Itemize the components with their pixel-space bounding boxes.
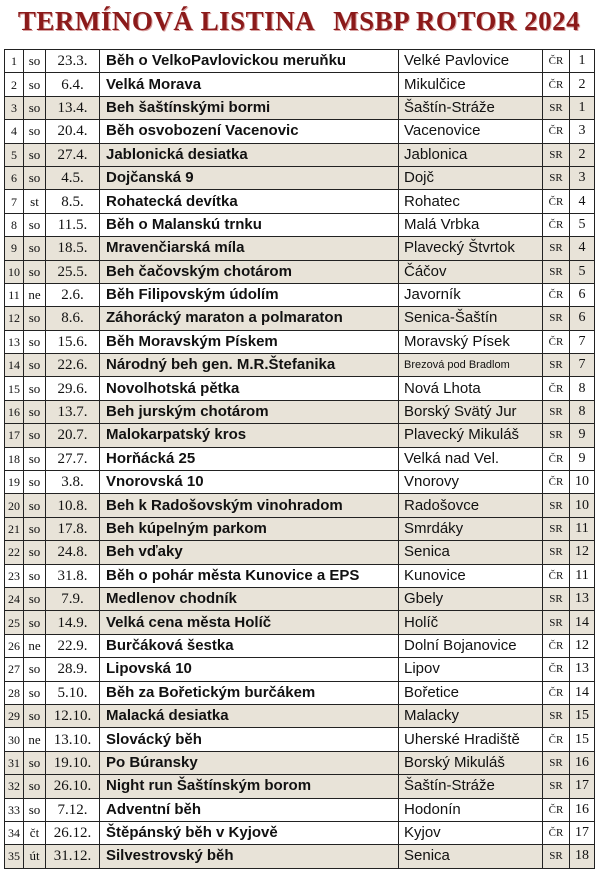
event-name-cell: Štěpánský běh v Kyjově	[100, 821, 399, 844]
place-cell: Kunovice	[399, 564, 543, 587]
table-row	[5, 658, 595, 681]
round-number-cell: 6	[570, 283, 595, 306]
round-number-cell: 5	[570, 260, 595, 283]
date-cell: 29.6.	[46, 377, 100, 400]
country-cell: SR	[543, 400, 570, 423]
country-cell: SR	[543, 541, 570, 564]
round-number-cell: 8	[570, 400, 595, 423]
row-number: 4	[5, 120, 24, 143]
schedule-body	[5, 50, 595, 869]
date-cell: 28.9.	[46, 658, 100, 681]
round-number-cell: 3	[570, 166, 595, 189]
row-number: 7	[5, 190, 24, 213]
event-name-cell: Adventní běh	[100, 798, 399, 821]
row-number: 14	[5, 354, 24, 377]
event-name-cell: Velká cena města Holíč	[100, 611, 399, 634]
event-name-cell: Lipovská 10	[100, 658, 399, 681]
row-number: 29	[5, 704, 24, 727]
date-cell: 5.10.	[46, 681, 100, 704]
round-number-cell: 3	[570, 120, 595, 143]
place-cell: Čáčov	[399, 260, 543, 283]
event-name-cell: Burčáková šestka	[100, 634, 399, 657]
row-number: 21	[5, 517, 24, 540]
row-number: 22	[5, 541, 24, 564]
country-cell: ČR	[543, 283, 570, 306]
round-number-cell: 9	[570, 424, 595, 447]
weekday-cell: so	[24, 166, 46, 189]
round-number-cell: 16	[570, 751, 595, 774]
country-cell: SR	[543, 143, 570, 166]
event-name-cell: Beh vďaky	[100, 541, 399, 564]
table-row	[5, 166, 595, 189]
round-number-cell: 18	[570, 845, 595, 868]
place-cell: Hodonín	[399, 798, 543, 821]
round-number-cell: 14	[570, 611, 595, 634]
round-number-cell: 11	[570, 517, 595, 540]
weekday-cell: ne	[24, 728, 46, 751]
schedule-table	[4, 49, 595, 869]
country-cell: SR	[543, 96, 570, 119]
table-row	[5, 400, 595, 423]
event-name-cell: Rohatecká devítka	[100, 190, 399, 213]
event-name-cell: Beh k Radošovským vinohradom	[100, 494, 399, 517]
table-row	[5, 751, 595, 774]
event-name-cell: Jablonická desiatka	[100, 143, 399, 166]
date-cell: 22.9.	[46, 634, 100, 657]
date-cell: 31.12.	[46, 845, 100, 868]
country-cell: ČR	[543, 821, 570, 844]
place-cell: Plavecký Mikuláš	[399, 424, 543, 447]
round-number-cell: 8	[570, 377, 595, 400]
row-number: 11	[5, 283, 24, 306]
place-cell: Smrdáky	[399, 517, 543, 540]
table-row	[5, 471, 595, 494]
table-row	[5, 845, 595, 868]
weekday-cell: so	[24, 330, 46, 353]
country-cell: ČR	[543, 634, 570, 657]
place-cell: Lipov	[399, 658, 543, 681]
place-cell: Jablonica	[399, 143, 543, 166]
weekday-cell: st	[24, 190, 46, 213]
table-row	[5, 237, 595, 260]
event-name-cell: Běh o Malanskú trnku	[100, 213, 399, 236]
table-row	[5, 494, 595, 517]
weekday-cell: so	[24, 541, 46, 564]
country-cell: ČR	[543, 50, 570, 73]
date-cell: 4.5.	[46, 166, 100, 189]
place-cell: Borský Mikuláš	[399, 751, 543, 774]
country-cell: SR	[543, 845, 570, 868]
row-number: 30	[5, 728, 24, 751]
weekday-cell: so	[24, 120, 46, 143]
table-row	[5, 775, 595, 798]
round-number-cell: 12	[570, 634, 595, 657]
country-cell: ČR	[543, 120, 570, 143]
event-name-cell: Běh o VelkoPavlovickou meruňku	[100, 50, 399, 73]
place-cell: Vnorovy	[399, 471, 543, 494]
weekday-cell: so	[24, 704, 46, 727]
weekday-cell: so	[24, 377, 46, 400]
page-title	[0, 6, 598, 44]
place-cell: Rohatec	[399, 190, 543, 213]
weekday-cell: so	[24, 73, 46, 96]
event-name-cell: Běh osvobození Vacenovic	[100, 120, 399, 143]
round-number-cell: 7	[570, 330, 595, 353]
place-cell: Velká nad Vel.	[399, 447, 543, 470]
table-row	[5, 681, 595, 704]
round-number-cell: 9	[570, 447, 595, 470]
event-name-cell: Beh čačovským chotárom	[100, 260, 399, 283]
table-row	[5, 213, 595, 236]
row-number: 8	[5, 213, 24, 236]
date-cell: 20.7.	[46, 424, 100, 447]
weekday-cell: so	[24, 751, 46, 774]
round-number-cell: 2	[570, 143, 595, 166]
table-row	[5, 728, 595, 751]
event-name-cell: Národný beh gen. M.R.Štefanika	[100, 354, 399, 377]
round-number-cell: 2	[570, 73, 595, 96]
place-cell: Dolní Bojanovice	[399, 634, 543, 657]
event-name-cell: Beh jurským chotárom	[100, 400, 399, 423]
weekday-cell: čt	[24, 821, 46, 844]
weekday-cell: so	[24, 400, 46, 423]
row-number: 2	[5, 73, 24, 96]
place-cell: Šaštín-Stráže	[399, 775, 543, 798]
place-cell: Javorník	[399, 283, 543, 306]
table-row	[5, 821, 595, 844]
place-cell: Holíč	[399, 611, 543, 634]
round-number-cell: 1	[570, 96, 595, 119]
country-cell: SR	[543, 494, 570, 517]
country-cell: SR	[543, 611, 570, 634]
country-cell: SR	[543, 587, 570, 610]
row-number: 3	[5, 96, 24, 119]
row-number: 26	[5, 634, 24, 657]
row-number: 20	[5, 494, 24, 517]
date-cell: 25.5.	[46, 260, 100, 283]
date-cell: 3.8.	[46, 471, 100, 494]
row-number: 25	[5, 611, 24, 634]
table-row	[5, 541, 595, 564]
table-row	[5, 517, 595, 540]
table-row	[5, 447, 595, 470]
weekday-cell: so	[24, 143, 46, 166]
country-cell: SR	[543, 775, 570, 798]
round-number-cell: 13	[570, 587, 595, 610]
date-cell: 24.8.	[46, 541, 100, 564]
date-cell: 13.10.	[46, 728, 100, 751]
country-cell: ČR	[543, 681, 570, 704]
place-cell: Vacenovice	[399, 120, 543, 143]
country-cell: ČR	[543, 377, 570, 400]
weekday-cell: út	[24, 845, 46, 868]
country-cell: ČR	[543, 330, 570, 353]
round-number-cell: 5	[570, 213, 595, 236]
title-left: TERMÍNOVÁ LISTINA	[17, 6, 316, 36]
table-row	[5, 283, 595, 306]
country-cell: ČR	[543, 447, 570, 470]
date-cell: 8.6.	[46, 307, 100, 330]
date-cell: 13.7.	[46, 400, 100, 423]
table-row	[5, 120, 595, 143]
row-number: 1	[5, 50, 24, 73]
table-row	[5, 190, 595, 213]
round-number-cell: 12	[570, 541, 595, 564]
place-cell: Bořetice	[399, 681, 543, 704]
country-cell: SR	[543, 751, 570, 774]
weekday-cell: so	[24, 564, 46, 587]
place-cell: Senica-Šaštín	[399, 307, 543, 330]
weekday-cell: so	[24, 354, 46, 377]
table-row	[5, 634, 595, 657]
place-cell: Radošovce	[399, 494, 543, 517]
date-cell: 22.6.	[46, 354, 100, 377]
row-number: 27	[5, 658, 24, 681]
place-cell: Uherské Hradiště	[399, 728, 543, 751]
weekday-cell: so	[24, 798, 46, 821]
event-name-cell: Malacká desiatka	[100, 704, 399, 727]
row-number: 34	[5, 821, 24, 844]
row-number: 16	[5, 400, 24, 423]
round-number-cell: 16	[570, 798, 595, 821]
date-cell: 23.3.	[46, 50, 100, 73]
round-number-cell: 14	[570, 681, 595, 704]
event-name-cell: Beh šaštínskými bormi	[100, 96, 399, 119]
place-cell: Plavecký Štvrtok	[399, 237, 543, 260]
date-cell: 15.6.	[46, 330, 100, 353]
date-cell: 8.5.	[46, 190, 100, 213]
round-number-cell: 4	[570, 190, 595, 213]
weekday-cell: so	[24, 611, 46, 634]
table-row	[5, 354, 595, 377]
row-number: 18	[5, 447, 24, 470]
weekday-cell: so	[24, 237, 46, 260]
table-row	[5, 611, 595, 634]
date-cell: 19.10.	[46, 751, 100, 774]
table-row	[5, 260, 595, 283]
date-cell: 14.9.	[46, 611, 100, 634]
row-number: 35	[5, 845, 24, 868]
round-number-cell: 17	[570, 821, 595, 844]
table-row	[5, 798, 595, 821]
table-row	[5, 587, 595, 610]
event-name-cell: Dojčanská 9	[100, 166, 399, 189]
date-cell: 10.8.	[46, 494, 100, 517]
place-cell: Šaštín-Stráže	[399, 96, 543, 119]
event-name-cell: Po Búransky	[100, 751, 399, 774]
event-name-cell: Záhorácký maraton a polmaraton	[100, 307, 399, 330]
date-cell: 27.7.	[46, 447, 100, 470]
country-cell: SR	[543, 704, 570, 727]
date-cell: 11.5.	[46, 213, 100, 236]
row-number: 17	[5, 424, 24, 447]
table-row	[5, 424, 595, 447]
row-number: 33	[5, 798, 24, 821]
date-cell: 20.4.	[46, 120, 100, 143]
country-cell: SR	[543, 260, 570, 283]
event-name-cell: Běh za Bořetickým burčákem	[100, 681, 399, 704]
table-row	[5, 704, 595, 727]
weekday-cell: so	[24, 681, 46, 704]
weekday-cell: so	[24, 96, 46, 119]
date-cell: 7.9.	[46, 587, 100, 610]
country-cell: ČR	[543, 471, 570, 494]
weekday-cell: so	[24, 658, 46, 681]
row-number: 13	[5, 330, 24, 353]
weekday-cell: so	[24, 307, 46, 330]
place-cell: Kyjov	[399, 821, 543, 844]
country-cell: ČR	[543, 190, 570, 213]
row-number: 15	[5, 377, 24, 400]
place-cell: Dojč	[399, 166, 543, 189]
row-number: 28	[5, 681, 24, 704]
date-cell: 18.5.	[46, 237, 100, 260]
row-number: 31	[5, 751, 24, 774]
date-cell: 12.10.	[46, 704, 100, 727]
event-name-cell: Slovácký běh	[100, 728, 399, 751]
place-cell: Senica	[399, 541, 543, 564]
event-name-cell: Běh o pohár města Kunovice a EPS	[100, 564, 399, 587]
date-cell: 2.6.	[46, 283, 100, 306]
place-cell: Gbely	[399, 587, 543, 610]
weekday-cell: so	[24, 517, 46, 540]
date-cell: 31.8.	[46, 564, 100, 587]
weekday-cell: so	[24, 775, 46, 798]
country-cell: ČR	[543, 564, 570, 587]
country-cell: ČR	[543, 798, 570, 821]
place-cell: Malacky	[399, 704, 543, 727]
country-cell: SR	[543, 517, 570, 540]
row-number: 32	[5, 775, 24, 798]
event-name-cell: Silvestrovský běh	[100, 845, 399, 868]
country-cell: ČR	[543, 728, 570, 751]
table-row	[5, 50, 595, 73]
event-name-cell: Horňácká 25	[100, 447, 399, 470]
weekday-cell: so	[24, 424, 46, 447]
event-name-cell: Medlenov chodník	[100, 587, 399, 610]
date-cell: 26.10.	[46, 775, 100, 798]
place-cell: Senica	[399, 845, 543, 868]
place-cell: Nová Lhota	[399, 377, 543, 400]
row-number: 10	[5, 260, 24, 283]
table-row	[5, 143, 595, 166]
row-number: 23	[5, 564, 24, 587]
country-cell: SR	[543, 354, 570, 377]
country-cell: ČR	[543, 213, 570, 236]
country-cell: ČR	[543, 658, 570, 681]
table-row	[5, 330, 595, 353]
table-row	[5, 564, 595, 587]
row-number: 6	[5, 166, 24, 189]
weekday-cell: so	[24, 260, 46, 283]
row-number: 12	[5, 307, 24, 330]
round-number-cell: 15	[570, 728, 595, 751]
place-cell: Mikulčice	[399, 73, 543, 96]
date-cell: 6.4.	[46, 73, 100, 96]
weekday-cell: so	[24, 50, 46, 73]
table-row	[5, 377, 595, 400]
round-number-cell: 7	[570, 354, 595, 377]
weekday-cell: so	[24, 447, 46, 470]
weekday-cell: ne	[24, 283, 46, 306]
weekday-cell: ne	[24, 634, 46, 657]
round-number-cell: 17	[570, 775, 595, 798]
place-cell: Malá Vrbka	[399, 213, 543, 236]
round-number-cell: 11	[570, 564, 595, 587]
place-cell: Brezová pod Bradlom	[399, 354, 543, 377]
country-cell: ČR	[543, 73, 570, 96]
round-number-cell: 10	[570, 494, 595, 517]
event-name-cell: Mravenčiarská míla	[100, 237, 399, 260]
round-number-cell: 15	[570, 704, 595, 727]
date-cell: 26.12.	[46, 821, 100, 844]
event-name-cell: Běh Moravským Pískem	[100, 330, 399, 353]
event-name-cell: Malokarpatský kros	[100, 424, 399, 447]
weekday-cell: so	[24, 471, 46, 494]
date-cell: 13.4.	[46, 96, 100, 119]
table-row	[5, 96, 595, 119]
round-number-cell: 4	[570, 237, 595, 260]
round-number-cell: 13	[570, 658, 595, 681]
country-cell: SR	[543, 237, 570, 260]
round-number-cell: 1	[570, 50, 595, 73]
event-name-cell: Velká Morava	[100, 73, 399, 96]
round-number-cell: 10	[570, 471, 595, 494]
event-name-cell: Novolhotská pětka	[100, 377, 399, 400]
round-number-cell: 6	[570, 307, 595, 330]
place-cell: Moravský Písek	[399, 330, 543, 353]
table-row	[5, 73, 595, 96]
country-cell: SR	[543, 307, 570, 330]
row-number: 19	[5, 471, 24, 494]
date-cell: 7.12.	[46, 798, 100, 821]
event-name-cell: Beh kúpelným parkom	[100, 517, 399, 540]
row-number: 24	[5, 587, 24, 610]
place-cell: Velké Pavlovice	[399, 50, 543, 73]
weekday-cell: so	[24, 587, 46, 610]
weekday-cell: so	[24, 494, 46, 517]
place-cell: Borský Svätý Jur	[399, 400, 543, 423]
event-name-cell: Běh Filipovským údolím	[100, 283, 399, 306]
country-cell: SR	[543, 166, 570, 189]
table-row	[5, 307, 595, 330]
country-cell: SR	[543, 424, 570, 447]
event-name-cell: Night run Šaštínským borom	[100, 775, 399, 798]
date-cell: 27.4.	[46, 143, 100, 166]
row-number: 9	[5, 237, 24, 260]
event-name-cell: Vnorovská 10	[100, 471, 399, 494]
title-right: MSBP ROTOR 2024	[333, 6, 581, 36]
row-number: 5	[5, 143, 24, 166]
weekday-cell: so	[24, 213, 46, 236]
date-cell: 17.8.	[46, 517, 100, 540]
